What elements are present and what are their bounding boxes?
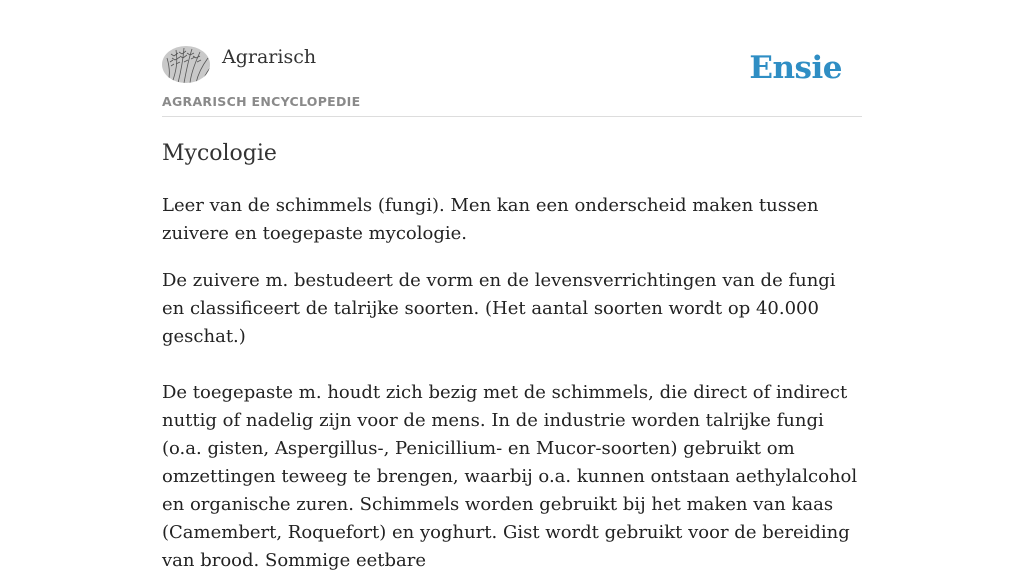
article-paragraph: Leer van de schimmels (fungi). Men kan een onderscheid maken tussen zuivere en toegepaste mycologie. — [162, 195, 819, 244]
article-paragraph: De toegepaste m. houdt zich bezig met de schimmels, die direct of indirect nuttig of nadelig zijn voor de mens. In de industrie worden talrijke fungi (o.a. gisten, Aspergillus-, Penicillium- en Mucor-soorten) gebruikt om omzettingen teweeg te brengen, waarbij o.a. kunnen ontstaan aethylalcohol en organische zuren. Schimmels worden gebruikt bij het maken van kaas (Camembert, Roquefort) en yoghurt. Gist wordt gebruikt voor de bereiding van brood. Sommige eetbare — [162, 382, 858, 571]
wheat-engraving-icon[interactable] — [162, 46, 210, 83]
site-subtitle: AGRARISCH ENCYCLOPEDIE — [162, 94, 361, 109]
article-paragraph: De zuivere m. bestudeert de vorm en de levensverrichtingen van de fungi en classificeert de talrijke soorten. (Het aantal soorten wordt op 40.000 geschat.) — [162, 270, 836, 347]
article — [162, 138, 862, 575]
page-title: Mycologie — [162, 141, 277, 166]
brand-logo-link[interactable]: Ensie — [749, 50, 842, 86]
site-header — [162, 46, 862, 117]
site-title[interactable]: Agrarisch — [222, 46, 317, 68]
